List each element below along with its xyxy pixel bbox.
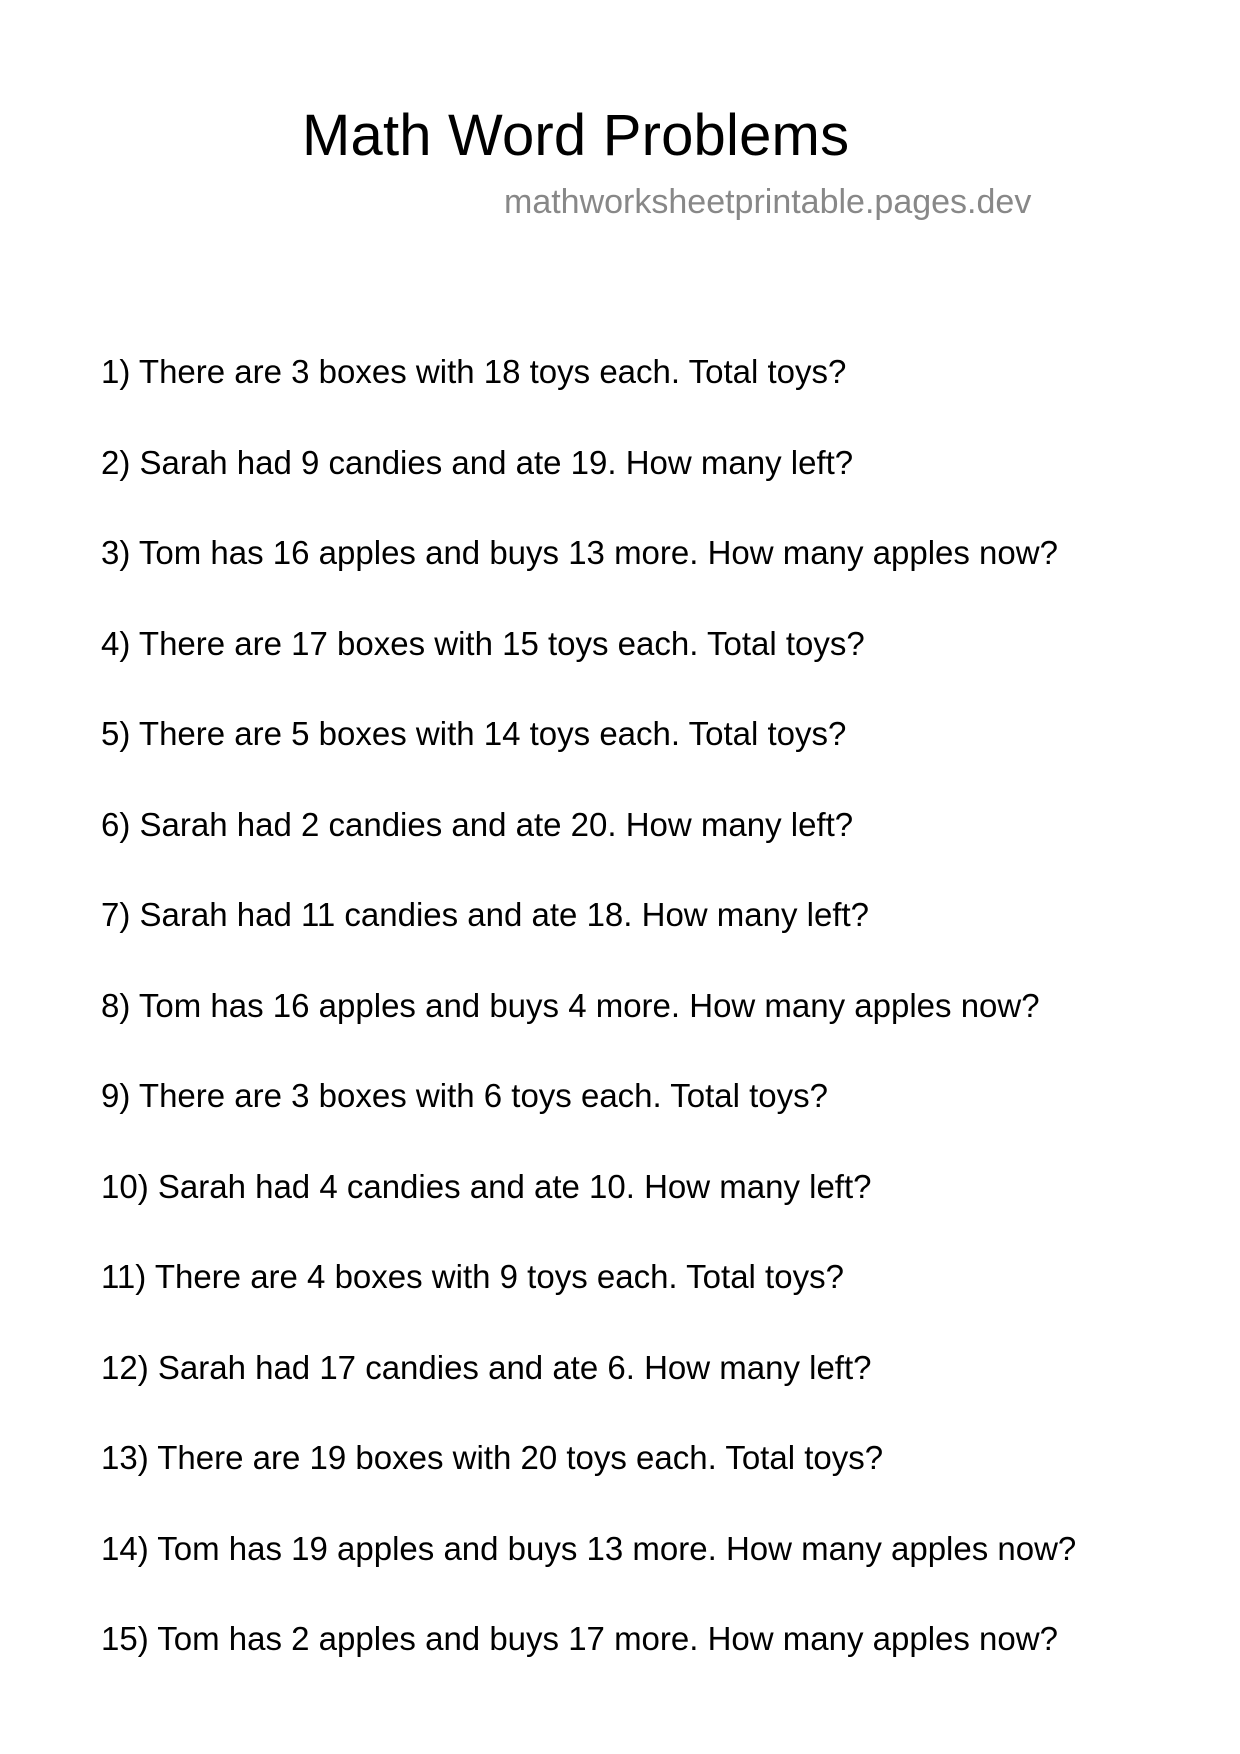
problem-item: 3) Tom has 16 apples and buys 13 more. How many apples now? <box>101 534 1058 571</box>
problem-item: 10) Sarah had 4 candies and ate 10. How many left? <box>101 1167 872 1205</box>
problem-item: 12) Sarah had 17 candies and ate 6. How many left? <box>101 1348 872 1386</box>
page-title: Math Word Problems <box>302 103 850 168</box>
problem-item: 11) There are 4 boxes with 9 toys each. Total toys? <box>101 1258 844 1295</box>
problem-item: 8) Tom has 16 apples and buys 4 more. How many apples now? <box>101 986 1040 1024</box>
problem-item: 2) Sarah had 9 candies and ate 19. How many left? <box>101 443 854 481</box>
problem-item: 15) Tom has 2 apples and buys 17 more. How many apples now? <box>101 1620 1058 1657</box>
problem-item: 6) Sarah had 2 candies and ate 20. How many left? <box>101 805 854 843</box>
source-url: mathworksheetprintable.pages.dev <box>504 183 1032 221</box>
problem-list <box>101 350 1076 1708</box>
problem-item: 13) There are 19 boxes with 20 toys each. Total toys? <box>101 1439 884 1476</box>
problem-item: 1) There are 3 boxes with 18 toys each. Total toys? <box>101 353 847 390</box>
problem-item: 7) Sarah had 11 candies and ate 18. How many left? <box>101 896 870 933</box>
problem-item: 14) Tom has 19 apples and buys 13 more. How many apples now? <box>101 1529 1077 1567</box>
problem-item: 4) There are 17 boxes with 15 toys each. Total toys? <box>101 624 865 662</box>
problem-item: 5) There are 5 boxes with 14 toys each. Total toys? <box>101 715 847 752</box>
problem-item: 9) There are 3 boxes with 6 toys each. Total toys? <box>101 1077 829 1114</box>
